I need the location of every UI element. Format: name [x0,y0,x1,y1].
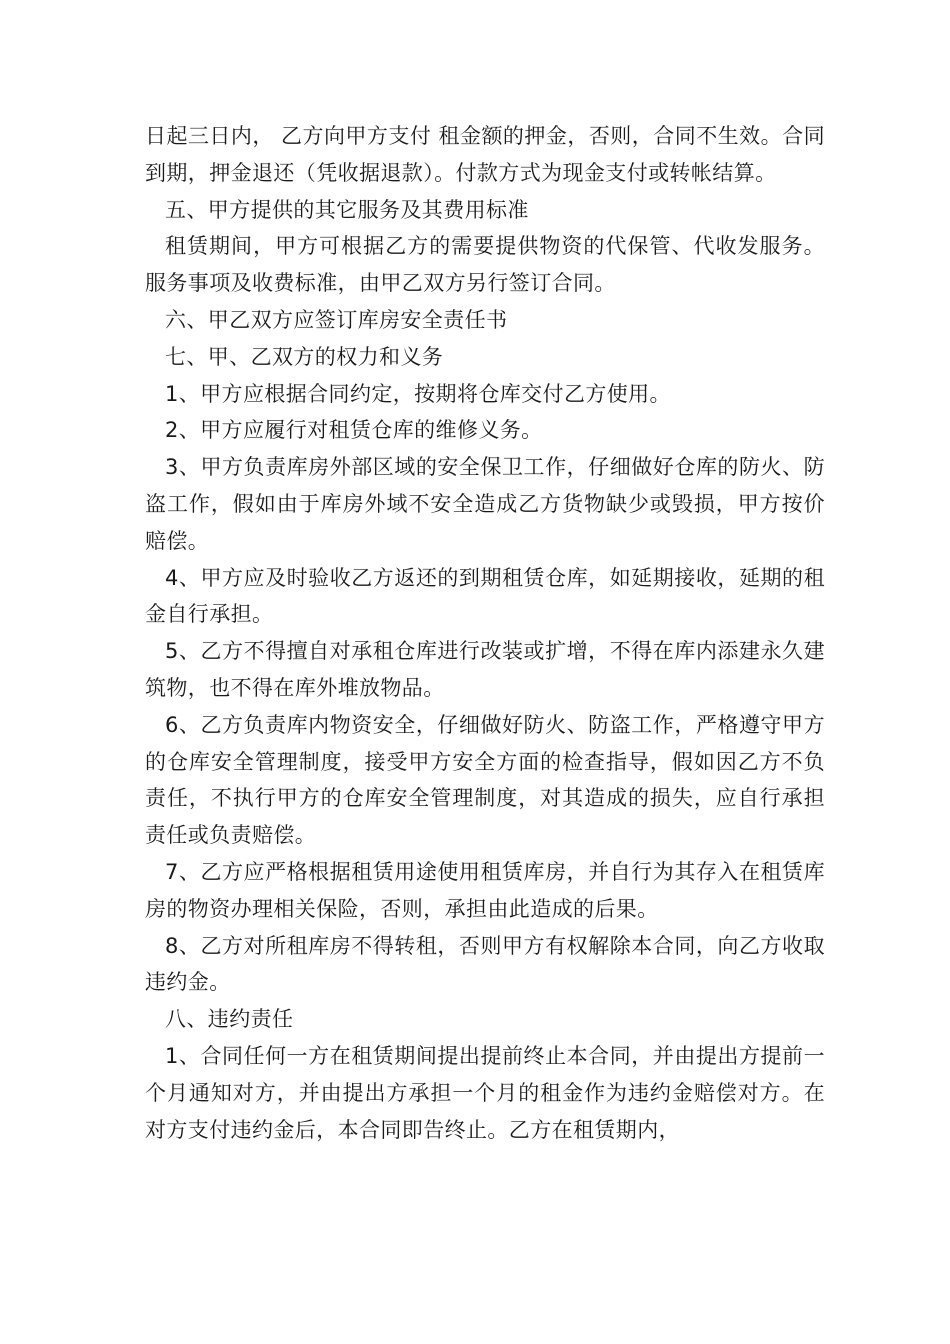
paragraph-services: 租赁期间，甲方可根据乙方的需要提供物资的代保管、代收发服务。服务事项及收费标准，由甲乙双方另行签订合同。 [145,234,825,296]
section-heading-7: 七、甲、乙双方的权力和义务 [165,344,444,369]
clause-7-6: 6、乙方负责库内物资安全，仔细做好防火、防盗工作，严格遵守甲方的仓库安全管理制度，接受甲方安全方面的检查指导，假如因乙方不负责任，不执行甲方的仓库安全管理制度，对其造成的损失，应自行承担责任或负责赔偿。 [145,712,825,848]
section-heading-8: 八、违约责任 [165,1007,294,1032]
clause-8-1: 1、合同任何一方在租赁期间提出提前终止本合同，并由提出方提前一个月通知对方，并由提出方承担一个月的租金作为违约金赔偿对方。在对方支付违约金后，本合同即告终止。乙方在租赁期内， [145,1043,825,1142]
clause-7-4: 4、甲方应及时验收乙方返还的到期租赁仓库，如延期接收，延期的租金自行承担。 [145,565,825,627]
clause-7-1: 1、甲方应根据合同约定，按期将仓库交付乙方使用。 [165,381,671,406]
paragraph-deposit: 日起三日内， 乙方向甲方支付 租金额的押金，否则，合同不生效。合同到期，押金退还（凭收据退款）。付款方式为现金支付或转帐结算。 [145,124,825,185]
document-body [145,118,825,1148]
clause-7-5: 5、乙方不得擅自对承租仓库进行改装或扩增，不得在库内添建永久建筑物，也不得在库外堆放物品。 [145,639,825,700]
clause-7-3: 3、甲方负责库房外部区域的安全保卫工作，仔细做好仓库的防火、防盗工作，假如由于库房外域不安全造成乙方货物缺少或毁损，甲方按价赔偿。 [145,455,825,553]
clause-7-2: 2、甲方应履行对租赁仓库的维修义务。 [165,418,543,443]
clause-7-7: 7、乙方应严格根据租赁用途使用租赁库房，并自行为其存入在租赁库房的物资办理相关保险，否则，承担由此造成的后果。 [145,859,825,921]
section-heading-6: 六、甲乙双方应签订库房安全责任书 [165,307,508,332]
section-heading-5: 五、甲方提供的其它服务及其费用标准 [165,197,529,222]
clause-7-8: 8、乙方对所租库房不得转租，否则甲方有权解除本合同，向乙方收取违约金。 [145,933,825,995]
